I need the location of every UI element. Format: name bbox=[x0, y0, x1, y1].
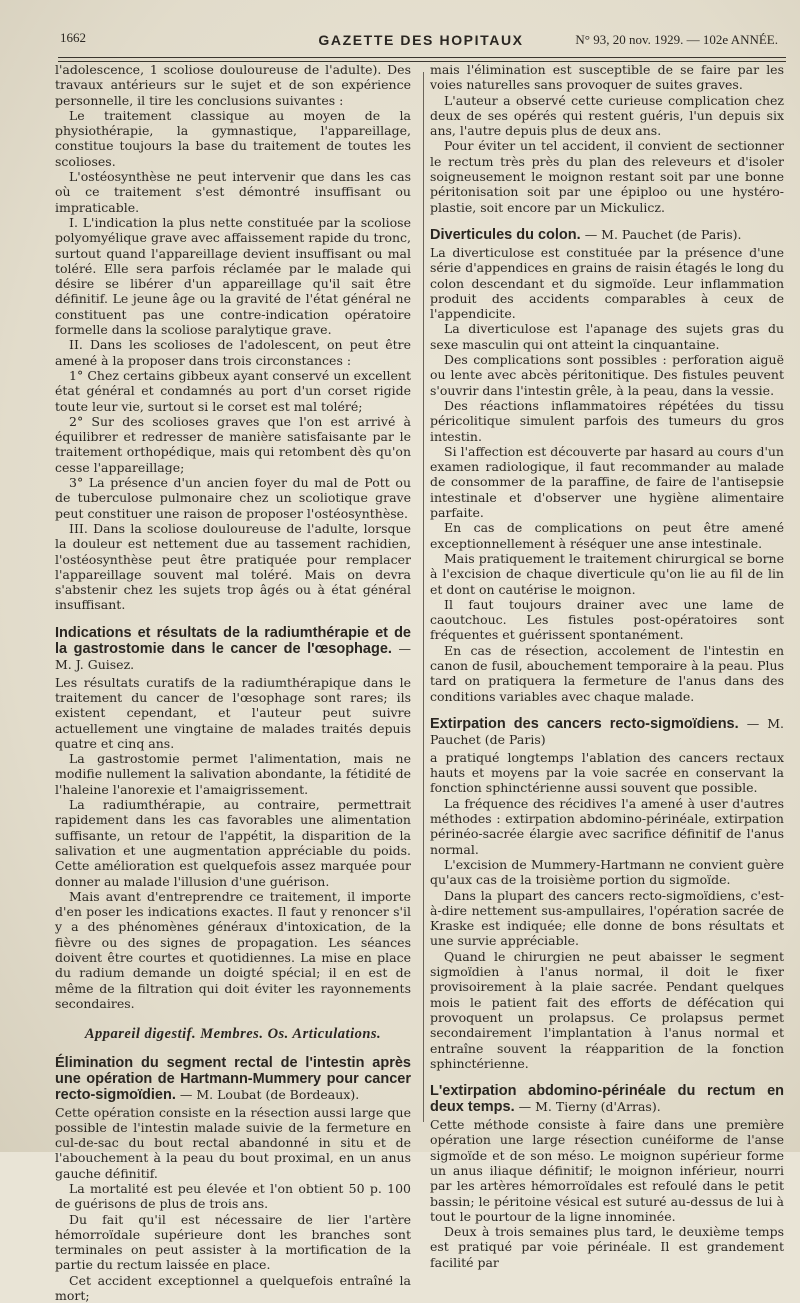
paragraph: Les résultats curatifs de la radiumthérapique dans le traitement du cancer de l'œsophage sont rares; ils existent cependant, et l'auteur peut suivre actuellement une vingtaine de malades traités depuis quatre et cinq ans. bbox=[55, 674, 411, 751]
heading-author: — M. Loubat (de Bordeaux). bbox=[179, 1086, 360, 1102]
paragraph: La diverticulose est constituée par la présence d'une série d'appendices en grains de raisin étagés le long du colon descendant et du sigmoïde. Leur inflammation produit des accidents comparables à ceux de l'appendicite. bbox=[430, 244, 784, 322]
article-heading bbox=[430, 227, 784, 243]
paragraph: En cas de complications on peut être amené exceptionnellement à réséquer une anse intestinale. bbox=[430, 520, 784, 551]
paragraph: La diverticulose est l'apanage des sujets gras du sexe masculin qui ont atteint la cinquantaine. bbox=[430, 321, 784, 352]
paragraph: Mais pratiquement le traitement chirurgical se borne à l'excision de chaque diverticule qu'on lie au fil de lin et dont on cautérise le moignon. bbox=[430, 550, 784, 597]
paragraph: Le traitement classique au moyen de la physiothérapie, la gymnastique, l'appareillage, constitue toujours la base du traitement de toutes les scolioses. bbox=[55, 107, 411, 169]
paragraph: a pratiqué longtemps l'ablation des cancers rectaux hauts et moyens par la voie sacrée en conservant la fonction sphinctérienne aussi souvent que possible. bbox=[430, 749, 784, 796]
heading-author: — M. Pauchet (de Paris). bbox=[584, 226, 742, 242]
paragraph: II. Dans les scolioses de l'adolescent, on peut être amené à la proposer dans trois circonstances : bbox=[55, 337, 411, 368]
article-heading bbox=[55, 625, 411, 673]
paragraph: Cette opération consiste en la résection aussi large que possible de l'intestin malade suivie de la fermeture en cul-de-sac du bout rectal abandonné in situ et de l'abouchement à la peau du bout proximal, en un anus gauche définitif. bbox=[55, 1104, 411, 1181]
page-header bbox=[60, 28, 782, 56]
column-divider bbox=[423, 72, 424, 1122]
heading-title: Extirpation des cancers recto-sigmoïdiens. bbox=[430, 715, 739, 732]
paragraph: Il faut toujours drainer avec une lame de caoutchouc. Les fistules post-opératoires sont fréquentes et guérissent spontanément. bbox=[430, 596, 784, 643]
paragraph: L'excision de Mummery-Hartmann ne convient guère qu'aux cas de la troisième portion du sigmoïde. bbox=[430, 856, 784, 888]
article-heading bbox=[430, 716, 784, 748]
paragraph: Deux à trois semaines plus tard, le deuxième temps est pratiqué par voie périnéale. Il est grandement facilité par bbox=[430, 1224, 784, 1270]
paragraph: La mortalité est peu élevée et l'on obtient 50 p. 100 de guérisons de plus de trois ans. bbox=[55, 1181, 411, 1212]
heading-title: Élimination du segment rectal de l'intestin après une opération de Hartmann-Mummery pour cancer recto-sigmoïdien. bbox=[55, 1054, 411, 1103]
paragraph: l'adolescence, 1 scoliose douloureuse de l'adulte). Des travaux antérieurs sur le sujet et de son expérience personnelle, il tire les conclusions suivantes : bbox=[55, 62, 411, 108]
paragraph: La gastrostomie permet l'alimentation, mais ne modifie nullement la salivation abondante, la fétidité de l'haleine l'anorexie et l'amaigrissement. bbox=[55, 751, 411, 797]
paragraph: I. L'indication la plus nette constituée par la scoliose polyomyélique grave avec affaissement rapide du tronc, surtout quand l'appareillage devient insuffisant ou mal toléré. Elle sera parfois réclamée par le malade qui désire se libérer d'un appareillage qu'il sait être définitif. Le jeune âge ou la gravité de l'état général ne constituent pas une contre-indication opératoire formelle dans la scoliose paralytique grave. bbox=[55, 214, 411, 338]
heading-title: Diverticules du colon. bbox=[430, 226, 581, 243]
left-column bbox=[55, 62, 411, 1303]
paragraph: III. Dans la scoliose douloureuse de l'adulte, lorsque la douleur est nettement due au tassement rachidien, l'ostéosynthèse peut être pratiquée pour remplacer l'appareillage souvent mal toléré. Mais on devra s'abstenir chez les sujets trop âgés ou à état général insuffisant. bbox=[55, 520, 411, 613]
heading-author: — M. J. Guisez. bbox=[55, 640, 411, 672]
paragraph: En cas de résection, accolement de l'intestin en canon de fusil, abouchement temporaire à la peau. Plus tard on pratiquera la fermeture de l'anus dans des conditions variables avec chaque malade. bbox=[430, 642, 784, 704]
heading-author: — M. Pauchet (de Paris) bbox=[430, 715, 784, 747]
journal-title: GAZETTE DES HOPITAUX bbox=[318, 32, 524, 48]
paragraph: Quand le chirurgien ne peut abaisser le segment sigmoïdien à l'anus normal, il doit le fixer provisoirement à la plaie sacrée. Pendant quelques mois le patient fait des efforts de défécation qui provoquent un prolapsus. Ce prolapsus permet secondairement l'implantation à l'anus normal et entraîne souvent la réapparition de la fonction sphinctérienne. bbox=[430, 948, 784, 1071]
article-heading bbox=[430, 1083, 784, 1115]
paragraph: 3° La présence d'un ancien foyer du mal de Pott ou de tuberculose pulmonaire chez un scoliotique grave peut constituer une raison de proposer l'ostéosynthèse. bbox=[55, 475, 411, 521]
paragraph: Du fait qu'il est nécessaire de lier l'artère hémorroïdale supérieure dont les branches sont terminales on peut assister à la mortification de la partie du rectum laissée en place. bbox=[55, 1211, 411, 1273]
paragraph: Si l'affection est découverte par hasard au cours d'un examen radiologique, il faut recommander au malade de consommer de la paraffine, de faire de l'antisepsie intestinale et d'observer une hygiène alimentaire parfaite. bbox=[430, 443, 784, 521]
paragraph: La fréquence des récidives l'a amené à user d'autres méthodes : extirpation abdomino-périnéale, extirpation périnéo-sacrée élargie avec sacrifice définitif de l'anus normal. bbox=[430, 795, 784, 857]
paragraph: Des complications sont possibles : perforation aiguë ou lente avec abcès péritonitique. Des fistules peuvent s'ouvrir dans l'intestin grêle, à la peau, dans la vessie. bbox=[430, 352, 784, 398]
right-column bbox=[430, 62, 784, 1270]
paragraph: 1° Chez certains gibbeux ayant conservé un excellent état général et condamnés au port d'un corset rigide toute leur vie, surtout si le corset est mal toléré; bbox=[55, 367, 411, 414]
paragraph: 2° Sur des scolioses graves que l'on est arrivé à équilibrer et redresser de manière satisfaisante par le traitement orthopédique, mais qui retombent dès qu'on cesse l'appareillage; bbox=[55, 413, 411, 475]
page-number: 1662 bbox=[60, 30, 86, 45]
header-rule bbox=[58, 57, 786, 58]
heading-title: Indications et résultats de la radiumthérapie et de la gastrostomie dans le cancer de l'œsophage. bbox=[55, 624, 411, 657]
paragraph: Cet accident exceptionnel a quelquefois entraîné la mort; bbox=[55, 1272, 411, 1303]
paragraph: Dans la plupart des cancers recto-sigmoïdiens, c'est-à-dire nettement sus-ampullaires, l'opération sacrée de Kraske est indiquée; elle donne de bons résultats et une survie appréciable. bbox=[430, 887, 784, 949]
paragraph: mais l'élimination est susceptible de se faire par les voies naturelles sans provoquer de suites graves. bbox=[430, 62, 784, 93]
paragraph: L'auteur a observé cette curieuse complication chez deux de ses opérés qui restent guéris, l'un depuis six ans, l'autre depuis plus de deux ans. bbox=[430, 92, 784, 139]
paragraph: Des réactions inflammatoires répétées du tissu péricolitique simulent parfois des tumeurs du gros intestin. bbox=[430, 397, 784, 444]
issue-info: N° 93, 20 nov. 1929. — 102e ANNÉE. bbox=[575, 32, 778, 47]
paragraph: L'ostéosynthèse ne peut intervenir que dans les cas où ce traitement s'est démontré insuffisant ou impraticable. bbox=[55, 169, 411, 215]
section-heading: Appareil digestif. Membres. Os. Articulations. bbox=[84, 1026, 382, 1043]
heading-author: — M. Tierny (d'Arras). bbox=[518, 1099, 661, 1115]
paragraph: Pour éviter un tel accident, il convient de sectionner le rectum très près du plan des releveurs et d'isoler soigneusement le moignon restant soit par une bonne péritonisation soit par une épiploo ou une hystéro-plastie, soit encore par un Mickulicz. bbox=[430, 138, 784, 215]
article-heading bbox=[55, 1055, 411, 1103]
paragraph: La radiumthérapie, au contraire, permettrait rapidement dans les cas favorables une alimentation suffisante, un retour de l'appétit, la disparition de la salivation et une augmentation appréciable du poids. Cette amélioration est quelquefois assez marquée pour donner au malade l'illusion d'une guérison. bbox=[55, 797, 411, 889]
paragraph: Mais avant d'entreprendre ce traitement, il importe d'en poser les indications exactes. Il faut y renoncer s'il y a des phénomènes généraux d'intoxication, de la fièvre ou des signes de propagation. Les séances doivent être courtes et quotidiennes. La mise en place du radium demande un doigté spécial; il en est de même de la filtration qui doit éviter les rayonnements secondaires. bbox=[55, 888, 411, 1011]
heading-title: L'extirpation abdomino-périnéale du rectum en deux temps. bbox=[430, 1083, 784, 1116]
paragraph: Cette méthode consiste à faire dans une première opération une large résection cunéiforme de l'anse sigmoïde et de son méso. Le moignon supérieur forme un anus iliaque définitif; le moignon inférieur, nourri par les artères hémorroïdales est refoulé dans le petit bassin; le péritoine vésical est suturé au-dessus de lui à tout le pourtour de la ligne innominée. bbox=[430, 1117, 784, 1224]
